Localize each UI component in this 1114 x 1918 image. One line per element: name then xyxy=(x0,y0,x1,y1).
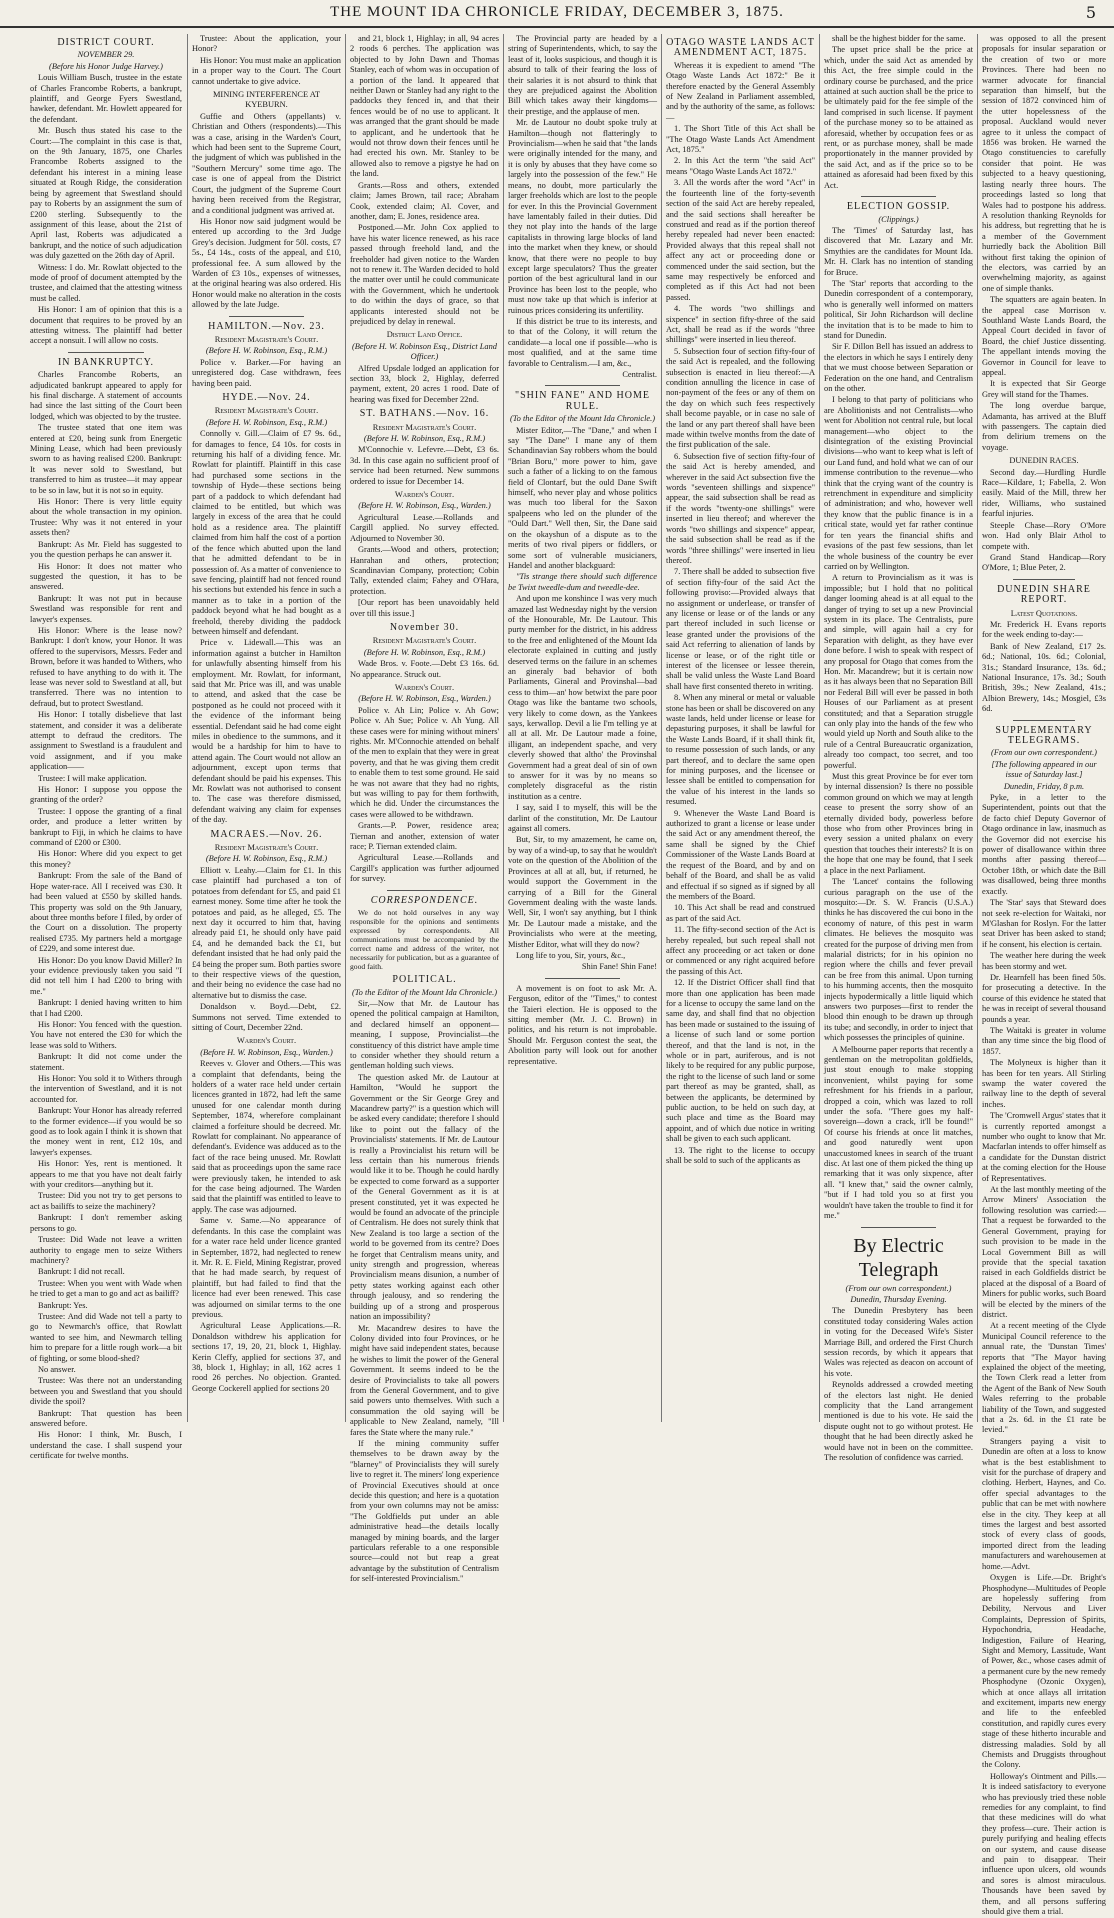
paragraph: Trustee: When you went with Wade when he tried to get a man to go and act as bailiff? xyxy=(30,1278,182,1299)
editorial-note: [The following appeared in our issue of Saturday last.] xyxy=(991,759,1097,780)
paragraph: Witness: I do. Mr. Rowlatt objected to the mode of proof of document attempted by the trustee, and claimed that the attesting witness must be called. xyxy=(30,262,182,303)
paragraph: Elliott v. Leahy.—Claim for £1. In this case plaintiff had purchased a ton of potatoes from defendant for £5, and paid £1 earnest money. Some time after he took the potatoes and paid, as he alleged, £5. The next day it occurred to him that, having already paid £1, he should only have paid £4, and he demanded back the £1, but defendant insisted that he had only paid the £4 being the proper sum. Both parties swore to their respective views of the question, and their being no evidence the case had no alternative but to dismiss the case. xyxy=(192,865,341,1000)
headline: CORRESPONDENCE. xyxy=(370,894,479,906)
paragraph: I belong to that party of politicians who are Abolitionists and not Centralists—who went for Abolition not central rule, but local management—who object to the disintegration of the existing Provincial divisions—who want to keep what is left of our Land fund, and hold what we can of our immense contribution to the revenue—who think that the crying want of the country is retrenchment in expenditure and simplicity of administration; and who, however well they know that the public finance is in a critical state, would yet far rather continue for ten years the financial shifts and evasions of the past few sessions, than let the whole business of the country be ever carried on by Wellington. xyxy=(824,395,973,571)
byline: (Clippings.) xyxy=(878,214,919,224)
paragraph: Bankrupt: Your Honor has already referred to the former evidence—if you would be so good as to look again I think it is shown that the money went in rent, £12 10s, and lawyer's expenses. xyxy=(30,1106,182,1157)
paragraph: Strangers paying a visit to Dunedin are often at a loss to know what is the best establishment to visit for the purchase of drapery and clothing. Herbert, Haynes, and Co. offer special advantages to the public that can be met with nowhere else in the city. They keep at all times the largest and best assorted stock of every class of goods, imported direct from the leading manufacturers and warehousemen at home.—Advt. xyxy=(982,1436,1106,1571)
paragraph: His Honor: You fenced with the question. You have not entered the £30 for which the lease was sold to Withers. xyxy=(30,1019,182,1050)
paragraph: Long life to you, Sir, yours, &c., xyxy=(516,950,626,960)
subheading: Resident Magistrate's Court. xyxy=(372,422,477,432)
headline: "SHIN FANE" AND HOME RULE. xyxy=(515,390,650,412)
byline: (Before H. W. Robinson, Esq., Warden.) xyxy=(200,1047,333,1057)
paragraph: Alfred Upsdale lodged an application for section 33, block 2, Highlay, deferred payment, extent, 20 acres 1 rood. Date of hearing was fixed for December 22nd. xyxy=(350,363,499,404)
paragraph: Sir,—Now that Mr. de Lautour has opened the political campaign at Hamilton, and declared himself an opponent—meaning, I suppose, Provincialist—the constituency of this district have ample time to consider whether they should return a gentleman holding such views. xyxy=(350,998,499,1071)
subheading: Resident Magistrate's Court. xyxy=(214,334,319,344)
subheading: Resident Magistrate's Court. xyxy=(372,636,477,646)
section-rule xyxy=(387,890,462,891)
section-rule xyxy=(545,978,620,979)
byline: (From our own correspondent.) xyxy=(845,1283,952,1293)
paragraph: M'Connochie v. Lefevre.—Debt, £3 6s. 3d. In this case again no sufficient proof of service had been returned. New summons ordered to issue for December 14. xyxy=(350,445,499,486)
column-7 xyxy=(982,34,1106,1917)
paragraph: And upon me konshince I was very much amazed last Wednesday night by the version of the Honourable, Mr. De Lautour. This purty member for the district, in his address to the free and enlightened of the Mount Ida electorate explained in cutting and justly deserved terms on the failure in an schemes an gineraly bad behavior of both Parliaments, Gineral and Provinshal—bad cess to thim—an' how betwixt the pare poor Otago was like the bantame two schools, very likely to come down, as the Yankees says, kerwallop. Devil a lie I'm telling ye at all at all. Mr. De Lautour made a foine, illigant, an independent spache, and very cleverly showed that altho' the Provinshal Government had a great deal of sin of own to answer for it was by no means so completely disgraceful as the ristin institution as a centre. xyxy=(508,594,657,801)
paragraph: Pyke, in a letter to the Superintendent, points out that the de facto chief Deputy Governor of Otago ordinance in law, inasmuch as the Governor did not exercise his power of disallowance within three months after passing thereof—October 18th, or which date the Bill was disallowed, being three months exactly. xyxy=(982,793,1106,896)
paragraph: Reynolds addressed a crowded meeting of the electors last night. He denied complicity that the Land arrangement mentioned is due to his vote. He said the dispute ought not to go without protest. He thought that he had been directly asked he would have not in been on the committee. The resolution of confidence was carried. xyxy=(824,1380,973,1462)
paragraph: Donaldson v. Boyd.—Debt, £2. Summons not served. Time extended to sitting of Court, December 22nd. xyxy=(192,1002,341,1032)
column-rule xyxy=(819,34,820,1422)
paragraph: Sir F. Dillon Bell has issued an address to the electors in which he says I entirely deny that we must choose between Separation or Federation on the one hand, and Centralism on the other. xyxy=(824,342,973,393)
paragraph: [Our report has been unavoidably held over till this issue.] xyxy=(350,598,499,618)
headline: SUPPLEMENTARY TELEGRAMS. xyxy=(995,724,1093,746)
paragraph: Must this great Province be for ever torn by internal dissension? Is there no possible common ground on which we may at length cease to present the sorry show of an eternally divided body, powerless before those who from other Provinces bring in every session a united phalanx on every question that touches their interests? It is on the hope that one may be found, that I seek a place in the next Parliament. xyxy=(824,772,973,875)
paragraph: Grants.—Ross and others, extended claim; James Brown, tail race; Abraham Cook, extended claim; Al. Cover, and another, dam; E. Jones, residence area. xyxy=(350,180,499,221)
headline: POLITICAL. xyxy=(392,974,457,986)
column-rule xyxy=(345,34,346,1422)
headline: MACRAES.—Nov. 26. xyxy=(210,828,323,840)
paragraph: Guffie and Others (appellants) v. Christian and Others (respondents).—This was a case, arising in the Warden's Court, which had been sent to the Supreme Court, the judgment of which was published in the "Southern Mercury" some time ago. The case is one of appeal from the District Court, the judgment of the Supreme Court having been received from the Registrar, and a conditional judgment was arrived at. xyxy=(192,111,341,215)
paragraph: His Honor: You must make an application in a proper way to the Court. The Court cannot undertake to give advice. xyxy=(192,55,341,86)
paragraph: Trustee: Was there not an understanding between you and Swestland that you should divide the spoil? xyxy=(30,1376,182,1407)
paragraph: His Honor: I suppose you oppose the granting of the order? xyxy=(30,785,182,805)
byline: (Before H. W. Robinson Esq., District Land Officer.) xyxy=(351,341,497,362)
paragraph: Bankrupt: I don't remember asking persons to go. xyxy=(30,1213,182,1233)
paragraph: Connolly v. Gill.—Claim of £7 9s. 6d., for damages to fence, £4 10s. for costs in returning his half of a dividing fence. Mr. Rowlatt for plaintiff. Plaintiff in this case had purchased some sections in the township of Hyde—these sections being part of a paddock to which defendant had claimed to be entitled, but which was largely in excess of the area that he could hold as a residence area. The plaintiff claimed from him half the cost of a portion of the fence which abutted upon the land that he admitted defendant to be in possession of. As a matter of convenience to save fencing, plaintiff had not fenced round his sections but extended his fence in such a manner as to take in a portion of the paddock beyond what he had bought as a freehold, thereby dividing the paddock between himself and defendant. xyxy=(192,429,341,636)
paragraph: 3. All the words after the word "Act" in the fourteenth line of the forty-seventh section of the said Act are hereby repealed, and the said sections shall hereafter be construed and read as if the portion thereof hereby repealed had never been enacted: Provided always that this repeal shall not affect any act or proceeding done or commenced under the said section, but the same may respectively be enforced and completed as if this Act had not been passed. xyxy=(666,178,815,302)
paragraph: Bankrupt: Yes. xyxy=(38,1300,88,1310)
paragraph: 6. Subsection five of section fifty-four of the said Act is hereby amended, and wherever in the said Act subsection five the words "seventeen shillings and sixpence" appear, the said subsection shall be read as if the words "twenty-one shillings" were inserted in lieu thereof; and wherever the words "two shillings and sixpence" appear, the said subsection shall be read as if the words "three shillings" were inserted in lieu thereof. xyxy=(666,451,815,565)
paragraph: The Waitaki is greater in volume than any time since the big flood of 1857. xyxy=(982,1025,1106,1056)
paragraph: The question asked Mr. de Lautour at Hamilton, "Would he support the Government or the Sir George Grey and Macandrew party?" is a question which will be asked every candidate; therefore I should like to point out the fallacy of the Provincialists' statements. If Mr. de Lautour is really a Provincialist his return will be less certain than his numerous friends would like it to be. Though he could hardly be expected to come forward as a supporter of the General Government as it is at present constituted, yet it was expected he would be found an advocate of the principle of Centralism. He does not surely think that New Zealand is too large a section of the world to be governed from its centre? Does he forget that Centralism means unity, and unity strength and progression, whereas Provincialism means disunion, a number of petty states working against each other through jealousy, and so rendering the building up of a strong and prosperous nation an impossibility? xyxy=(350,1072,499,1322)
paragraph: Whereas it is expedient to amend "The Otago Waste Lands Act 1872:" Be it therefore enacted by the General Assembly of New Zealand in Parliament assembled, and by the authority of the same, as follows:— xyxy=(666,60,815,122)
paragraph: shall be the highest bidder for the same. xyxy=(832,34,966,43)
paragraph: Agricultural Lease.—Rollands and Cargill applied. No survey effected. Adjourned to November 30. xyxy=(350,512,499,543)
subheading: Resident Magistrate's Court. xyxy=(214,406,319,416)
column-2 xyxy=(192,34,341,1422)
paragraph: Bankrupt: I did not recall. xyxy=(38,1267,125,1277)
signature: Centralist. xyxy=(622,370,657,379)
paragraph: Louis William Busch, trustee in the estate of Charles Francombe Roberts, a bankrupt, plaintiff, and George Fyers Swestland, hawker, defendant. Mr. Howlett appeared for the defendant. xyxy=(30,73,182,124)
telegraph-banner: By Electric Telegraph xyxy=(853,1234,944,1281)
paragraph: The 'Star' says that Steward does not seek re-election for Waitaki, nor M'Glashan for Roslyn. For the latter seat Driver has been asked to stand; if he consent, his election is certain. xyxy=(982,898,1106,949)
subheading: Warden's Court. xyxy=(394,490,455,500)
paragraph: Bankrupt: From the sale of the Band of Hope water-race. All I received was £30. It had been valued at £550 by skilled hands. This property was sold on the 9th January, about three months before I filed, by order of the Court on a dissolution. The property realised £735. My partners held a mortgage of £229, and some interest due. xyxy=(30,871,182,954)
paragraph: Grand Stand Handicap—Rory O'More, 1; Blue Peter, 2. xyxy=(982,552,1106,573)
paragraph: Mister Editor,—The "Dane," and when I say "The Dane" I mane any of them Schandinavian Say robbers whom the bould "Brian Boru," more power to him, gave such a father of a licking to on the famous field of Clontarf, but the ould Dane Swift himself, who never play and whose politics was much too liberal for the Saxon spalpeens who led on the plunder of the "Ould Dart." Well then, Sir, the Dane said on the okayshun of a dispute as to the merits of two rival pipers or fiddlers, or some sort of vulnerable musicianers, Handel and another blackguard: xyxy=(508,425,657,570)
paragraph: The Provincial party are headed by a string of Superintendents, which, to say the least of it, looks suspicious, and though it is absurd to talk of their fearing the loss of their salaries it is not absurd to think that they are prejudiced against the Abolition Bill which takes away their kingdoms—their prestige, and the applause of men. xyxy=(508,34,657,116)
column-rule xyxy=(503,34,504,1422)
paragraph: Trustee: Did Wade not leave a written authority to engage men to seize Withers machinery? xyxy=(30,1235,182,1265)
editorial-notice: We do not hold ourselves in any way responsible for the opinions and sentiments expressed by correspondents. All communications must be accompanied by the correct name and address of the writer, not necessarily for publication, but as a guarantee of good faith. xyxy=(350,908,499,972)
section-rule xyxy=(545,385,620,386)
paragraph: Bankrupt: It was not put in because Swestland was responsible for rent and lawyer's expenses. xyxy=(30,593,182,624)
headline: HAMILTON.—Nov. 23. xyxy=(208,320,325,332)
headline: DUNEDIN SHARE REPORT. xyxy=(997,583,1091,606)
paragraph: 7. There shall be added to subsection five of section fifty-four of the said Act the following proviso:—Provided always that no assignment or underlease, or transfer of any license or lease or of the lands or any part thereof included in such license or lease granted under the provisions of the said Act referring to alienation of lands by license or lease, or of the right title or interest of the licensee or lessee therein, shall be valid unless the Waste Land Board shall have first consented thereto in writing. xyxy=(666,567,815,691)
paragraph: 11. The fifty-second section of the Act is hereby repealed, but such repeal shall not affect any proceeding or act taken or done or commenced or any right acquired before the passing of this Act. xyxy=(666,925,815,976)
section-rule xyxy=(68,352,144,353)
column-1 xyxy=(30,34,182,1461)
paragraph: His Honor: Yes, rent is mentioned. It appears to me that you have not dealt fairly with your creditors—anything but it. xyxy=(30,1159,182,1190)
paragraph: Second day.—Hurdling Hurdle Race—Kildare, 1; Fabella, 2. Won easily. Maid of the Mill, threw her rider, Williams, who sustained fearful injuries. xyxy=(982,467,1106,519)
paragraph: Steeple Chase—Rory O'More won. Had only Blair Athol to compete with. xyxy=(982,520,1106,551)
paragraph: The Dunedin Presbytery has been constituted today considering Wales action in voting for the Deceased Wife's Sister Marriage Bill, and ordered the First Church session records, by which it appears that Wales was rejected as deacon on account of his vote. xyxy=(824,1306,973,1378)
paragraph: Postponed.—Mr. John Cox applied to have his water licence renewed, as his race passed through freehold land, and the freeholder had given notice to the Warden not to renew it. The Warden decided to hold the matter over until he could communicate with the Government, which he undertook to do within the days of grace, so that applicants interested should not be prejudiced by delay in renewal. xyxy=(350,223,499,326)
column-4 xyxy=(508,34,657,1422)
paragraph: 10. This Act shall be read and construed as part of the said Act. xyxy=(666,903,815,923)
newspaper-header xyxy=(0,0,1114,28)
paragraph: A movement is on foot to ask Mr. A. Ferguson, editor of the "Times," to contest the Taieri election. He is opposed to the sitting member (Mr. J. C. Brown) in politics, and his return is not improbable. Should Mr. Ferguson contest the seat, the Abolition party will look out for another representative. xyxy=(508,983,657,1066)
section-rule xyxy=(861,1227,936,1228)
paragraph: 4. The words "two shillings and sixpence" in section fifty-three of the said Act, shall be read as if the words "three shillings" were inserted in lieu thereof. xyxy=(666,304,815,345)
headline: ST. BATHANS.—Nov. 16. xyxy=(359,408,490,420)
paragraph: His Honor: I am of opinion that this is a document that requires to be proved by an attesting witness. The plaintiff had better accept a nonsuit. I will allow no costs. xyxy=(30,305,182,346)
column-3 xyxy=(350,34,499,1584)
paragraph: Price v. Lidewall.—This was an information against a butcher in Hamilton for unlawfully absenting himself from his employment. Mr. Rowlatt, for informant, said that Mr. Price was ill, and was unable to attend, and asked that the case be postponed as he could not proceed with it the evidence of the informant being essential. Defendant said he had come eight miles in obedience to the summons, and it would be a hardship for him to have to attend again. The Court would not allow an adjournment, except upon terms that defendant should be paid his expenses. This Mr. Rowlatt was not authorised to consent to. The case was therefore dismissed, defendant waiving any claim for expenses of the day. xyxy=(192,638,341,825)
paragraph: His Honor: It does not matter who suggested the question, it has to be answered. xyxy=(30,561,182,592)
paragraph: 8. When any mineral or metal or valuable stone has been or shall be discovered on any waste lands, held under license or lease for depasturing purposes, it shall be lawful for the Waste Lands Board, if it shall think fit, to resume possession of such lands, or any part thereof, and to declare the same open for mining purposes, and the licensee or lessee shall be entitled to compensation for the value of his interest in the lands so resumed. xyxy=(666,693,815,807)
byline: (Before H. W. Robinson, Esq., R.M.) xyxy=(205,417,328,427)
paragraph: The long overdue barque, Adamanta, has arrived at the Bluff with passengers. The captain died from delirium tremens on the voyage. xyxy=(982,401,1106,452)
section-rule xyxy=(229,316,304,317)
paragraph: 13. The right to the license to occupy shall be sold to such of the applicants as xyxy=(666,1145,815,1166)
paragraph: His Honor: Do you know David Miller? In your evidence previously taken you said "I did not tell him I had £200 to bring with me." xyxy=(30,955,182,996)
column-5 xyxy=(666,34,815,1422)
column-rule xyxy=(661,34,662,1422)
paragraph: The trustee stated that one item was entered at £20, being sunk from Energetic Mining Lease, which had been previously sworn to as having realised £200. Bankrupt: It was never sold to Swestland, but transferred to him as trustee—it may appear to be so in law, but it is not so in equity. xyxy=(30,423,182,495)
paragraph: The Molyneux is higher than it has been for ten years. All Stirling swamp the water covered the railway line to the depth of several inches. xyxy=(982,1058,1106,1109)
paragraph: 9. Whenever the Waste Land Board is authorized to grant a license or lease under the said Act or any amendment thereof, the same shall be signed by the Chief Commissioner of the Waste Lands Board at the request of the Board, and by and on behalf of the Board, and shall be as valid and effectual if so signed as if signed by all the members of the Board. xyxy=(666,808,815,901)
advertisement: Holloway's Ointment and Pills.—It is indeed satisfactory to everyone who has previously tried these noble remedies for any complaint, to find that these medicines will do what they profess—cure. Their action is purely purifying and healing effects on our system, and cause disease and pain to disappear. Their influence upon ulcers, old wounds and sores is almost miraculous. Thousands have been saved by them, and all persons suffering should give them a trial. xyxy=(982,1771,1106,1917)
dateline: Dunedin, Friday, 8 p.m. xyxy=(1003,781,1085,791)
paragraph: was opposed to all the present proposals for insular separation or the creation of two or more Provinces. There had been no warmer advocate for financial separation than himself, but the session of 1872 convinced him of the utter hopelessness of the proposal. Auckland would never agree to it unless the compact of 1856 was broken. He warned the Otago constituencies to carefully consider that point. He was subjected to a heavy questioning, lasting nearly three hours. The proceedings lasted so long that Wales had to postpone his address. A resolution thanking Reynolds for his address, but regretting that he is a member of the Government hurriedly back the Abolition Bill without first taking the opinion of the electors, was carried by an overwhelming majority, as against one of simple thanks. xyxy=(982,34,1106,293)
headline: ELECTION GOSSIP. xyxy=(846,201,951,213)
column-rule xyxy=(187,34,188,1422)
paragraph: It is expected that Sir George Grey will stand for the Thames. xyxy=(982,379,1106,399)
paragraph: Trustee: About the application, your Honor? xyxy=(192,34,341,54)
headline: OTAGO WASTE LANDS ACT AMENDMENT ACT, 1875. xyxy=(666,37,815,59)
headline: DISTRICT COURT. xyxy=(57,37,155,48)
paragraph: 12. If the District Officer shall find that more than one application has been made for a license to occupy the same land on the same day, and shall find that no objection has been made or sustained to the issuing of a license of such land or some portion thereof, and that the land is not, in the whole or in part, auriferous, and is not likely to be required for any public purpose, the right to the license of such land or some part thereof as may be granted, shall, as between the applicants, be determined by public auction, to be held on such day, at such place and time as the Board may appoint, and of which due notice in writing shall be given to each such applicant. xyxy=(666,978,815,1144)
signature: Shin Fane! Shin Fane! xyxy=(581,962,657,972)
paragraph: His Honor: I think, Mr. Busch, I understand the case. I shall suspend your certificate for twelve months. xyxy=(30,1430,182,1461)
verse: "Tis strange there should such difference be Twixt tweedle-dum and tweedle-dee. xyxy=(508,572,657,592)
paragraph: Reeves v. Glover and Others.—This was a complaint that defendants, being the holders of a water race held under certain licences granted in 1872, had left the same unused for one calendar month during September, 1874, wherefore complainant claimed a forfeiture should be decreed. Mr. Rowlatt for complainant. No appearance of defendant's. Evidence was adduced as to the fact of the race being unused. Mr. Rowlatt said that as proceedings upon the same race were previously taken, he intended to ask for the case being adjourned. The Warden said that the plaintiff was entitled to leave to apply. The case was adjourned. xyxy=(192,1059,341,1214)
paragraph: Bankrupt: That question has been answered before. xyxy=(30,1408,182,1428)
paragraph: If this district be true to its interests, and to that of the Colony, it will return the candidate—a local one if possible—who is most qualified, and at the same time favorable to Centralism.—I am, &c., xyxy=(508,316,657,368)
paragraph: Agricultural Lease.—Rollands and Cargill's application was further adjourned for survey. xyxy=(350,853,499,884)
paragraph: The squatters are again beaten. In the appeal case Morrison v. Southland Waste Lands Board, the Appeal Court decided in favor of Board, the chief Justice dissenting. The appellant intends moving the Governor in Council for leave to appeal. xyxy=(982,295,1106,377)
subheading: Resident Magistrate's Court. xyxy=(214,843,319,853)
byline: (To the Editor of the Mount Ida Chronicle.) xyxy=(510,414,655,424)
paragraph: Police v. Ah Lin; Police v. Ah Gow; Police v. Ah Sue; Police v. Ah Yung. All these cases were for mining without miners' rights. Mr. M'Connochie attended on behalf of the men to explain that they were in great poverty, and that he was giving them credit to enable them to test some ground. He said he was not aware that they had no rights, but was willing to pay for them forthwith, which he did. Under the circumstances the cases were allowed to be withdrawn. xyxy=(350,705,499,819)
advertisement: Oxygen is Life.—Dr. Bright's Phosphodyne—Multitudes of People are hopelessly suffering from Debility, Nervous and Liver Complaints, Depression of Spirits, Hypochondria, Headache, Indigestion, Failure of Hearing, Sight and Memory, Lassitude, Want of Power, &c., whose cases admit of a permanent cure by the new remedy Phosphodyne (Ozonic Oxygen), which at once allays all irritation and excitement, imparts new energy and life to the enfeebled constitution, and rapidly cures every stage of these hitherto incurable and distressing maladies. Sold by all Chemists and Druggists throughout the Colony. xyxy=(982,1573,1106,1770)
byline: (Before H. W. Robinson, Esq., Warden.) xyxy=(358,694,491,704)
paragraph: Trustee: And did Wade not tell a party to go to Newmarch's office, that Rowlatt wanted to see him, and Newmarch telling him to prepare for a little rough work—a bit of fighting, or some blood-shed? xyxy=(30,1311,182,1363)
paragraph: His Honor: You sold it to Withers through the intervention of Swestland, and it is not accounted for. xyxy=(30,1074,182,1104)
paragraph: Mr. de Lautour no doubt spoke truly at Hamilton—though not flatteringly to Provincialism—when he said that "the lands were originally intended for the many, and it is only by abuses that they have come so largely into the possession of the few." He means, no doubt, more particularly the larger freeholds which are lost to the people for ever. In this the Provincial Government have lamentably failed in their duties. Did they not play into the hands of the large capitalists in throwing large blocks of land into the market when they knew, or should know, that there were no people to buy except large speculators? Thus the greater portion of the best agricultural land in our Province has been lost to the people, who must now take up that which is inferior at ruinous prices considering its unfertility. xyxy=(508,118,657,315)
subheading: Warden's Court. xyxy=(394,682,455,692)
paragraph: The 'Lancet' contains the following curious paragraph on the use of the mosquito:—Dr. S. W. Francis (U.S.A.) thinks he has discovered the cui bono in the economy of nature, of this pest in warm climates. He believes the mosquito was created for the purpose of driving men from malarial districts; for in his opinion no region where the chills and fever prevail can be free from this animal. Upon turning to his humming accents, then the mosquito injects hypodermically a little liquid which answers two purposes—first to render the blood thin enough to be drawn up through its tube; and secondly, in order to inject that which possesses the principles of quinine. xyxy=(824,877,973,1043)
byline: (Before H. W. Robinson, Esq., R.M.) xyxy=(363,647,486,657)
paragraph: Bank of New Zealand, £17 2s. 6d.; National, 10s. 6d.; Colonial, 31s.; Standard Insurance, 13s. 6d.; National Insurance, 17s. 3d.; South British, 39s.; New Zealand, 41s.; Albion Brewery, 14s.; Mosgiel, £3s 6d. xyxy=(982,641,1106,714)
paragraph: and 21, block 1, Highlay; in all, 94 acres 2 roods 6 perches. The application was objected to by John Dawn and Thomas Stanley, each of whom was in occupation of a portion of the land. It appeared that neither Dawn or Stanley had any right to the paddocks they fenced in, and that their fences would be of no use to applicant. It was arranged that the grant should be made to applicant, and he undertook that he would not throw down their fences until he had erected his own. Mr. Stanley to be allowed also to remove a pigstye he had on the land. xyxy=(350,34,499,179)
page-number: 5 xyxy=(1085,3,1096,22)
subheading: Latest Quotations. xyxy=(1010,608,1078,618)
byline: (Before H. W. Robinson, Esq., R.M.) xyxy=(205,854,328,864)
byline: (From our own correspondent.) xyxy=(991,748,1097,758)
byline: (To the Editor of the Mount Ida Chronicle.) xyxy=(352,987,497,997)
paragraph: The upset price shall be the price at which, under the said Act as amended by this Act, the free simple could in the ordinary course be purchased, and the price attained at such auction shall be the price to be ultimately paid for the fee simple of the land comprised in such license. If payment of the purchase money so to be attained as aforesaid, whether by occupation fees or as rent, or as purchase money, shall be made proportionately in the manner provided by the said Act, and as if the price so to be attained as aforesaid had been fixed by this Act. xyxy=(824,45,973,190)
paragraph: Mr. Macandrew desires to have the Colony divided into four Provinces, or he might have said independent states, because he wishes to limit the power of the General Government. It seems indeed to be the desire of Provincialists to take all powers from the General Government, and to give said powers unto themselves. With such a consummation the old saying will be applicable to New Zealand, namely, "Ill fares the State where the many rule." xyxy=(350,1323,499,1437)
masthead-title: THE MOUNT IDA CHRONICLE FRIDAY, DECEMBER 3, 1875. xyxy=(330,4,784,20)
paragraph: No answer. xyxy=(38,1364,76,1374)
paragraph: Wade Bros. v. Foote.—Debt £3 16s. 6d. No appearance. Struck out. xyxy=(350,659,499,679)
byline: (Before H. W. Robinson, Esq., R.M.) xyxy=(205,346,328,356)
paragraph: Same v. Same.—No appearance of defendants. In this case the complaint was for a water race held under licence granted in September, 1872, had neglected to renew it. Mr. R. E. Field, Mining Registrar, proved that he had made search, by request of plaintiff, but had failed to find that the licence had ever been renewed. This case was adjourned on similar terms to the one previous. xyxy=(192,1216,341,1319)
paragraph: His Honor: Where did you expect to get this money? xyxy=(30,849,182,869)
paragraph: 2. In this Act the term "the said Act" means "Otago Waste Lands Act 1872." xyxy=(666,156,815,176)
byline: (Before his Honor Judge Harvey.) xyxy=(49,61,163,71)
paragraph: A return to Provincialism as it was is impossible; but I hold that no political danger looming ahead is at all equal to the danger of trying to set up a new Provincial system in its place. The Centralists, pure and simple, will again hail a cry for Separation with delight, as they have ever done before. I wish to speak with respect of any proposal for Otago that comes from the Hon. Mr. Macandrew; but it is certain now as it has always been that no Separation Bill nor Federal Bill will ever be passed in both Houses of our Parliament as at present constituted; and that a Separation struggle can only play into the hands of the few who would yield up North and South alike to the rule of a Central Bureaucratic organization, already too compact, too secret, and too powerful. xyxy=(824,573,973,770)
byline: (Before H. W. Robinson, Esq., Warden.) xyxy=(358,501,491,511)
paragraph: His Honor: I totally disbelieve that last statement, and consider it was a deliberate attempt to defraud the creditors. The assignment to Swestland is a fraudulent and void assignment, and if you make application—— xyxy=(30,710,182,772)
paragraph: At the last monthly meeting of the Arrow Miners' Association the following resolution was carried:—That a request be forwarded to the General Government, praying for such provision to be made in the Local Government Bill as will provide that the special taxation raised in each Goldfields district be placed at the disposal of a Board of Miners for public works, such Board will be elected by the miners of the district. xyxy=(982,1185,1106,1319)
section-rule xyxy=(1013,579,1075,580)
paragraph: Grants.—P. Power, residence area; Tiernan and another, extension of water race; P. Tiernan extended claim. xyxy=(350,821,499,852)
headline: November 30. xyxy=(389,621,460,633)
paragraph: Trustee: Did you not try to get persons to act as bailiffs to seize the machinery? xyxy=(30,1191,182,1211)
paragraph: The 'Star' reports that according to the Dunedin correspondent of a contemporary, who is generally well informed on matters political, Sir John Richardson will decline the invitation that is to be made to him to stand for Dunedin. xyxy=(824,278,973,340)
headline: IN BANKRUPTCY. xyxy=(57,356,155,368)
paragraph: Dr. Hearnfell has been fined 50s. for prosecuting a detective. In the course of this evidence he stated that he was in receipt of several thousand pounds a year. xyxy=(982,972,1106,1024)
headline: HYDE.—Nov. 24. xyxy=(222,392,311,403)
paragraph: Bankrupt: As Mr. Field has suggested to you the question perhaps he can answer it. xyxy=(30,539,182,560)
paragraph: Bankrupt: I denied having written to him that I had £200. xyxy=(30,998,182,1018)
paragraph: Grants.—Wood and others, protection; Hanrahan and others, protection; Scandinavian Company, protection; Cobin Tally, extended claim; Fahey and O'Hara, protection. xyxy=(350,545,499,596)
paragraph: 1. The Short Title of this Act shall be "The Otago Waste Lands Act Amendment Act, 1875." xyxy=(666,124,815,155)
paragraph: The 'Cromwell Argus' states that it is currently reported amongst a number who ought to know that Mr. Macfarlan intends to offer himself as a candidate for the Dunstan district at the coming election for the House of Representatives. xyxy=(982,1111,1106,1183)
paragraph: Trustee: I oppose the granting of a final order, and produce a letter written by bankrupt to Fiji, in which he claims to have command of £200 or £300. xyxy=(30,806,182,848)
paragraph: Trustee: I will make application. xyxy=(38,773,147,783)
paragraph: The weather here during the week has been stormy and wet. xyxy=(982,951,1106,971)
paragraph: The 'Times' of Saturday last, has discovered that Mr. Lazary and Mr. Smythies are the candidates for Mount Ida. Mr. H. Clark has no intention of standing for Bruce. xyxy=(824,225,973,277)
column-6 xyxy=(824,34,973,1462)
subheading: MINING INTERFERENCE AT KYEBURN. xyxy=(212,90,320,110)
paragraph: 5. Subsection four of section fifty-four of the said Act is repealed, and the following subsection is enacted in lieu thereof:—A condition annulling the licence in case of non-payment of the fees or any of them on the day on which such fees respectively shall become payable, or in case no sale of the land or any part thereof shall have been made within twelve months from the date of the first publication of the sale. xyxy=(666,346,815,450)
column-rule xyxy=(977,34,978,1422)
paragraph: At a recent meeting of the Clyde Municipal Council reference to the annual rate, the 'Dunstan Times' reports that "The Mayor having explained the object of the meeting, the Town Clerk read a letter from the Agent of the Bank of New South Wales referring to the probable liability of the Town, and suggested that a 2s. 6d. in the £1 rate be levied." xyxy=(982,1321,1106,1435)
subheading: District Land Office. xyxy=(386,330,463,340)
paragraph: His Honor now said judgment would be entered up according to the 3rd Judge Grey's decision. Judgment for 50l. costs, £7 5s., £4 14s., costs of the appeal, and £10, professional fee. A sum allowed by the Warden of £3 10s., expenses of witnesses, at the original hearing was also ordered. His Honor would make no alteration in the costs allowed by the late Judge. xyxy=(192,216,341,310)
paragraph: Mr. Busch thus stated his case to the Court:—The complaint in this case is that, on the 9th January, 1875, one Charles Francombe Roberts assigned to the defendant his interest in a mining lease situated at Rough Ridge, the consideration being by agreement that Swestland should pay to Roberts by an assignment the sum of £200 sterling. Subsequently to the assignment of this lease, about the 21st of April last, Roberts was adjudicated a bankrupt, and the notice of such adjudication was duly gazetted on the 26th day of April. xyxy=(30,126,182,261)
subheading: DUNEDIN RACES. xyxy=(1009,456,1079,466)
subheading: Warden's Court. xyxy=(236,1036,297,1046)
paragraph: His Honor: There is very little equity about the whole transaction in my opinion. Trustee: Why was it not entered in your assets then? xyxy=(30,497,182,538)
paragraph: If the mining community suffer themselves to be drawn away by the "blarney" of Provincialists they will surely live to regret it. The miners' long experience of Provincial Executives should at once decide this question; and here is a quotation from your own columns may not be amiss: "The Goldfields put under an able administrative head—the details locally managed by mining boards, and the larger particulars referable to a one responsible source—could not but reap a great advantage by the substitution of Centralism for self-interested Provincialism." xyxy=(350,1438,499,1584)
paragraph: But, Sir, to my amazement, he came on, by way of a wind-up, to say that he wouldn't vote on the question of the Abolition of the Provinces at all at all, but, if returned, he would support the Government in the carrying of a Bill for the Gineral Government dealing with the waste lands. Well, Sir, I won't say anything, but I think Mr. De Lautour made a mistake, and the Provincialists who were at the meeting, Misther Editor, what will they do now? xyxy=(508,835,657,949)
paragraph: I say, said I to myself, this will be the darlint of the constitution, Mr. De Lautour against all comers. xyxy=(508,803,657,834)
paragraph: A Melbourne paper reports that recently a gentleman on the metropolitan goldfields, just stout enough to make stopping inconvenient, whilst paying for some refreshment for his friends in a parlour, dropped a coin, which was lazed to roll under the sofa. "There goes my half-sovereign—down a crack, it'll be found!" Of course his friends at once lit matches, and good naturedly went upon unaccustomed knees in search of the truant disc. At last one of them picked the thing up remarking that it was only sixpence, after all. "I knew that," said the owner calmly, "but if I had told you so at first you wouldn't have taken the trouble to find it for me." xyxy=(824,1044,973,1221)
paragraph: Mr. Frederick H. Evans reports for the week ending to-day:— xyxy=(982,619,1106,640)
byline: (Before H. W. Robinson, Esq., R.M.) xyxy=(363,434,486,444)
dateline: Dunedin, Thursday Evening. xyxy=(850,1294,947,1304)
section-rule xyxy=(861,196,936,197)
paragraph: Charles Francombe Roberts, an adjudicated bankrupt appeared to apply for his final discharge. A statement of accounts had since the last sitting of the Court been lodged, which was objected to by the trustee. xyxy=(30,370,182,421)
paragraph: Agricultural Lease Applications.—R. Donaldson withdrew his application for sections 17, 19, 20, 21, block 1, Highlay. Kerin Cleffy, applied for sections 37, and 38, block 1, Highlay; in all, 162 acres 1 rood 26 perches. No objection. Granted. George Cockerell applied for sections 20 xyxy=(192,1321,341,1393)
paragraph: His Honor: Where is the lease now? Bankrupt: I don't know, your Honor. It was offered to the supervisors, Messrs. Feder and Brown, before it was handed to Withers, who refused to have anything to do with it. The lease was never sold to Swestland at all, but transferred. There was no intention to defraud, but to protect Swestland. xyxy=(30,625,182,708)
paragraph: Police v. Barker.—For having an unregistered dog. Case withdrawn, fees having been paid. xyxy=(192,357,341,388)
section-rule xyxy=(1013,720,1075,721)
dateline: NOVEMBER 29. xyxy=(77,50,135,60)
paragraph: Bankrupt: It did not come under the statement. xyxy=(30,1052,182,1072)
